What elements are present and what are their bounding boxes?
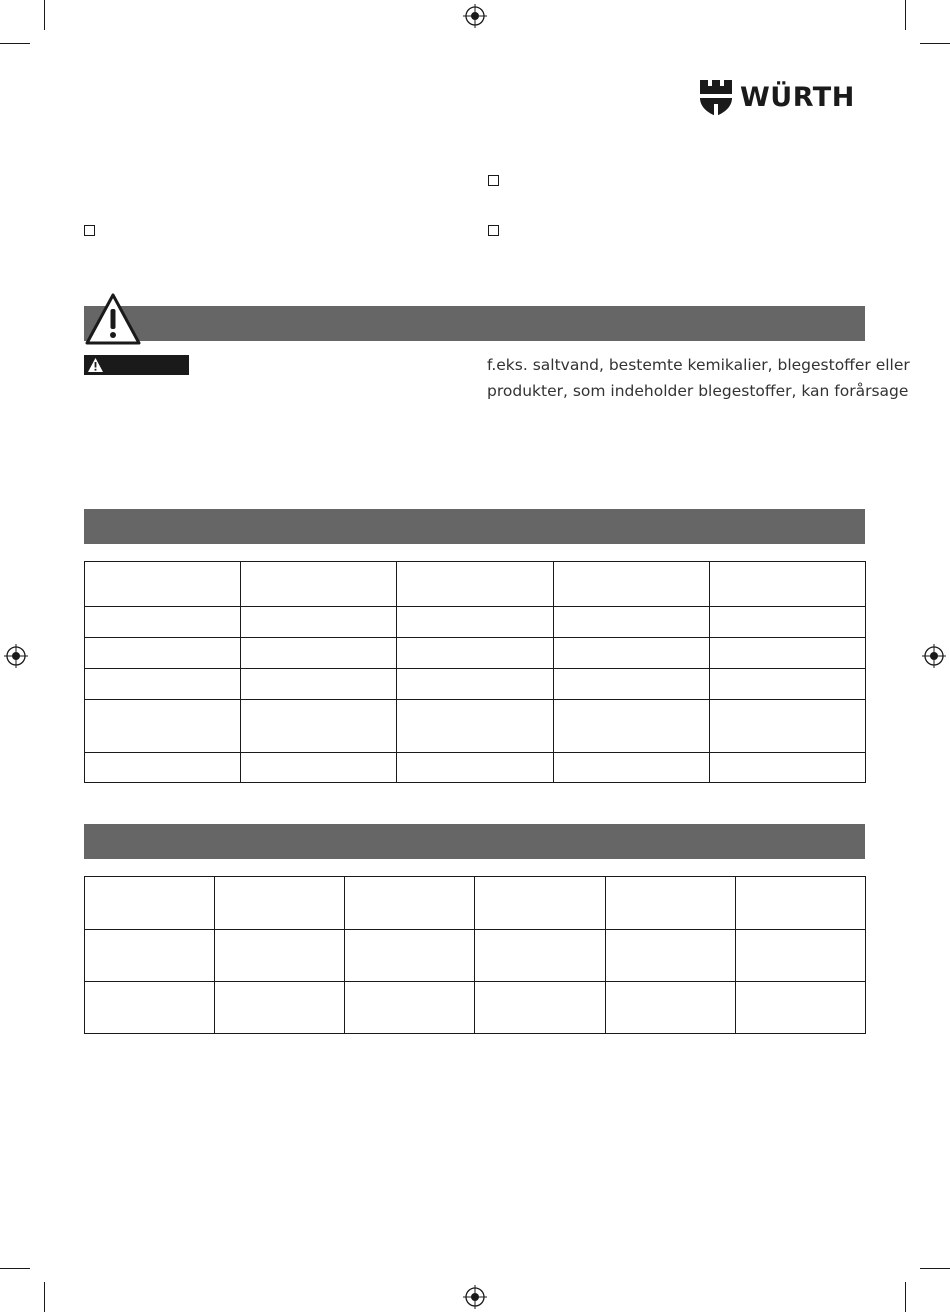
table-cell xyxy=(85,877,215,930)
table-row xyxy=(85,638,866,669)
table-cell xyxy=(215,930,345,982)
table-cell xyxy=(397,753,553,783)
table-cell xyxy=(397,638,553,669)
brand-logo xyxy=(700,80,866,116)
table-cell xyxy=(241,562,397,607)
table-cell xyxy=(85,607,241,638)
crop-mark-bottom-right-h xyxy=(920,1268,950,1269)
registration-mark-right-icon xyxy=(922,644,946,668)
crop-mark-bottom-left-h xyxy=(0,1268,30,1269)
crop-mark-bottom-left-v xyxy=(44,1282,45,1312)
table-cell xyxy=(475,877,605,930)
wurth-tower-icon xyxy=(700,80,732,116)
table-cell xyxy=(709,700,865,753)
table-cell xyxy=(241,607,397,638)
table-cell xyxy=(345,930,475,982)
table-cell xyxy=(553,607,709,638)
table-row xyxy=(85,877,866,930)
warning-text xyxy=(487,352,910,404)
table-cell xyxy=(475,982,605,1034)
table-row xyxy=(85,607,866,638)
table-cell xyxy=(709,607,865,638)
table-cell xyxy=(553,753,709,783)
crop-mark-bottom-right-v xyxy=(905,1282,906,1312)
table-cell xyxy=(241,700,397,753)
crop-mark-top-right-h xyxy=(920,43,950,44)
table-cell xyxy=(709,638,865,669)
warning-tag xyxy=(84,355,189,375)
table-row xyxy=(85,669,866,700)
checkbox-right-2[interactable] xyxy=(488,225,499,236)
table-cell xyxy=(735,930,865,982)
table-cell xyxy=(709,669,865,700)
table-cell xyxy=(85,638,241,669)
table-row xyxy=(85,753,866,783)
registration-mark-bottom-icon xyxy=(463,1285,487,1309)
registration-mark-top-icon xyxy=(463,4,487,28)
table-cell xyxy=(85,700,241,753)
table-cell xyxy=(85,562,241,607)
crop-mark-top-left-h xyxy=(0,43,30,44)
table-cell xyxy=(605,930,735,982)
table-cell xyxy=(735,877,865,930)
table-row xyxy=(85,562,866,607)
crop-mark-top-right-v xyxy=(905,0,906,30)
table-cell xyxy=(85,669,241,700)
warning-small-icon xyxy=(87,357,104,373)
warning-section-bar xyxy=(84,306,865,341)
table-cell xyxy=(215,877,345,930)
table-cell xyxy=(397,607,553,638)
table-cell xyxy=(241,638,397,669)
table-row xyxy=(85,700,866,753)
table-cell xyxy=(241,753,397,783)
registration-mark-left-icon xyxy=(4,644,28,668)
table-cell xyxy=(215,982,345,1034)
table-cell xyxy=(345,982,475,1034)
table-cell xyxy=(85,930,215,982)
warning-text-line: f.eks. saltvand, bestemte kemikalier, blegestoffer eller xyxy=(487,356,910,374)
warning-text-line: produkter, som indeholder blegestoffer, kan forårsage xyxy=(487,382,909,400)
table-cell xyxy=(605,982,735,1034)
table-cell xyxy=(475,930,605,982)
table-cell xyxy=(709,753,865,783)
table-cell xyxy=(553,562,709,607)
crop-mark-top-left-v xyxy=(44,0,45,30)
table-cell xyxy=(605,877,735,930)
table-cell xyxy=(553,669,709,700)
brand-name: WÜRTH xyxy=(740,82,855,113)
table-cell xyxy=(345,877,475,930)
table-cell xyxy=(397,562,553,607)
table-cell xyxy=(709,562,865,607)
table-row xyxy=(85,982,866,1034)
section-bar-3 xyxy=(84,824,865,859)
data-table-2 xyxy=(84,876,866,1034)
section-bar-2 xyxy=(84,509,865,544)
table-cell xyxy=(553,638,709,669)
data-table-1 xyxy=(84,561,866,783)
warning-triangle-icon xyxy=(84,292,142,346)
table-cell xyxy=(397,700,553,753)
table-row xyxy=(85,930,866,982)
table-cell xyxy=(85,753,241,783)
table-cell xyxy=(735,982,865,1034)
table-cell xyxy=(553,700,709,753)
table-cell xyxy=(85,982,215,1034)
table-cell xyxy=(241,669,397,700)
checkbox-left-1[interactable] xyxy=(84,225,95,236)
checkbox-right-1[interactable] xyxy=(488,175,499,186)
table-cell xyxy=(397,669,553,700)
